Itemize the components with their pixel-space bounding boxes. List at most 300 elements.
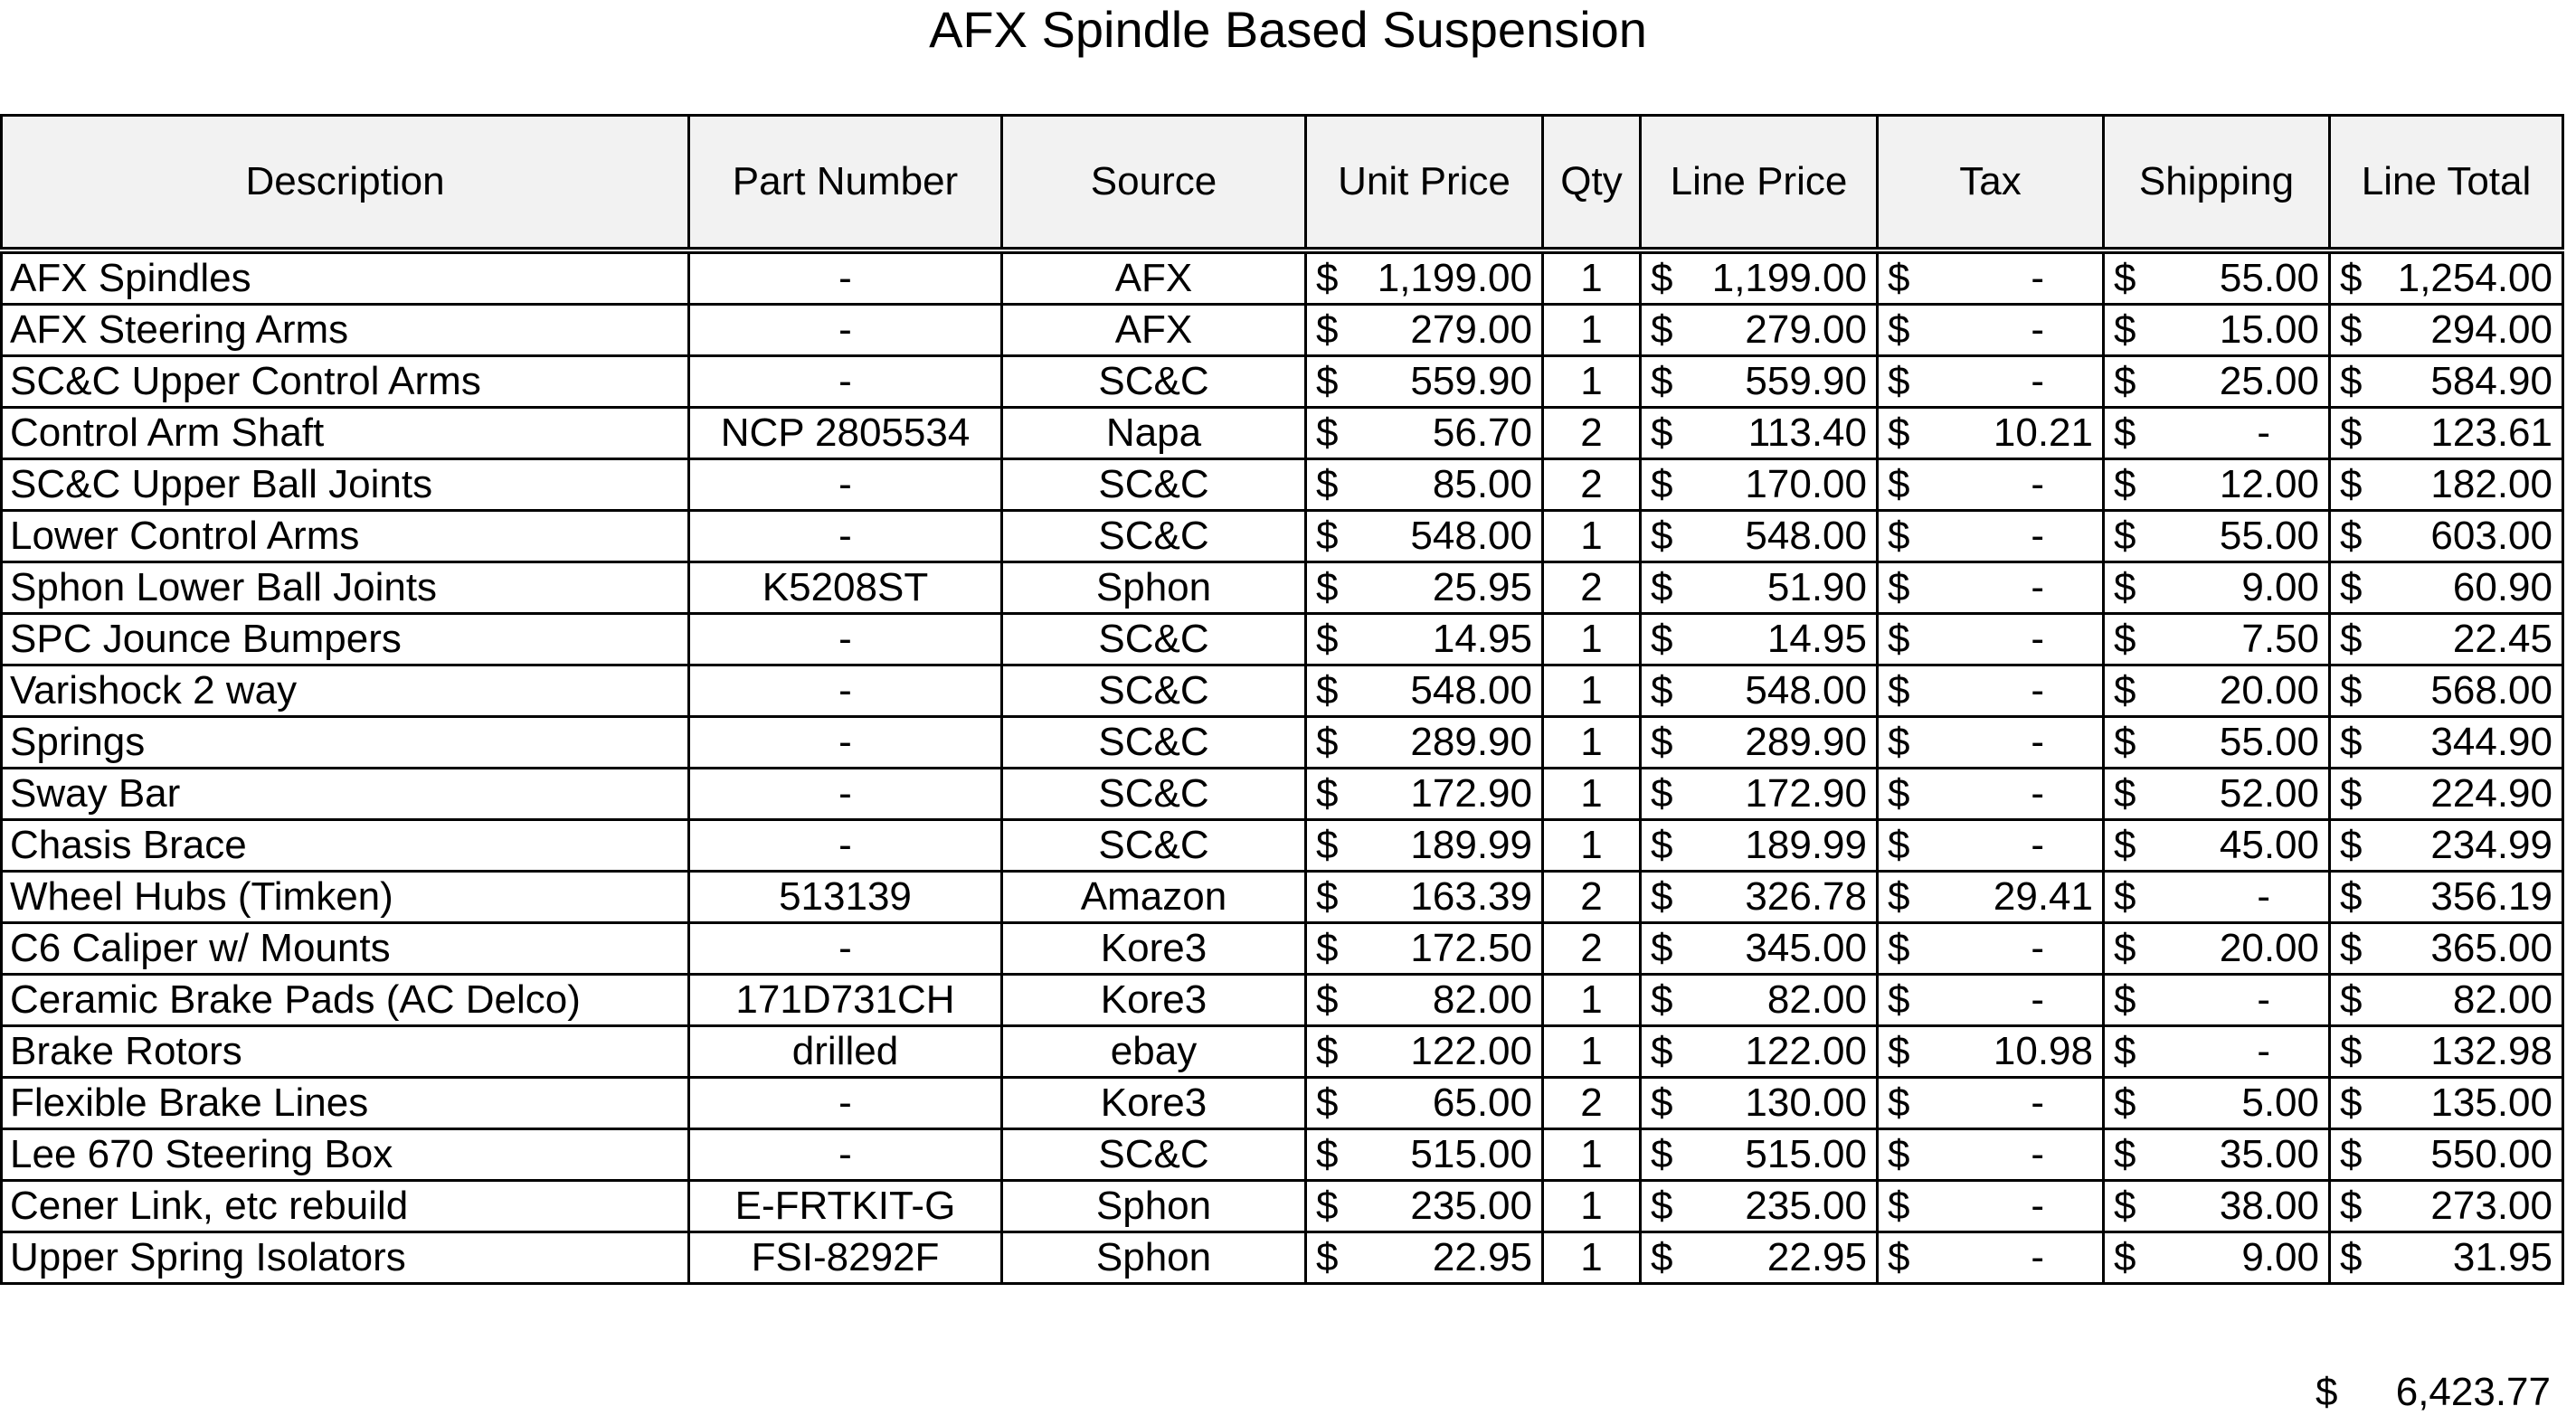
cell-part-number[interactable]: - <box>689 459 1002 511</box>
currency-symbol: $ <box>1651 823 1673 867</box>
cell-tax[interactable] <box>1878 769 2104 820</box>
cell-line-total[interactable] <box>2330 562 2563 614</box>
cell-tax[interactable] <box>1878 1181 2104 1232</box>
cell-description[interactable]: Wheel Hubs (Timken) <box>2 872 689 923</box>
cell-part-number[interactable]: - <box>689 717 1002 769</box>
cell-line-total[interactable] <box>2330 1026 2563 1078</box>
spreadsheet <box>0 114 2564 1285</box>
cell-part-number[interactable]: - <box>689 250 1002 305</box>
cell-unit-price[interactable] <box>1306 305 1543 356</box>
table-row <box>2 923 2563 975</box>
cell-amount: 20.00 <box>2219 668 2319 712</box>
cell-qty[interactable]: 1 <box>1543 820 1641 872</box>
currency-symbol: $ <box>2340 720 2363 764</box>
cell-line-price[interactable] <box>1641 717 1878 769</box>
currency-symbol: $ <box>1316 462 1339 506</box>
cell-part-number[interactable]: - <box>689 923 1002 975</box>
cell-description[interactable]: Brake Rotors <box>2 1026 689 1078</box>
cell-unit-price[interactable] <box>1306 1181 1543 1232</box>
sheet-title: AFX Spindle Based Suspension <box>929 1 1647 58</box>
col-header-line-total[interactable]: Line Total <box>2330 116 2563 251</box>
cell-qty[interactable]: 1 <box>1543 250 1641 305</box>
cell-shipping[interactable] <box>2104 1129 2330 1181</box>
cell-source[interactable]: SC&C <box>1002 820 1306 872</box>
cell-line-price[interactable] <box>1641 562 1878 614</box>
col-header-tax[interactable]: Tax <box>1878 116 2104 251</box>
cell-line-price[interactable] <box>1641 1232 1878 1284</box>
cell-amount: 289.90 <box>1410 720 1532 764</box>
cell-shipping[interactable] <box>2104 511 2330 562</box>
currency-symbol: $ <box>1888 977 1910 1022</box>
table-row <box>2 250 2563 305</box>
cell-source[interactable]: Sphon <box>1002 1232 1306 1284</box>
cell-qty[interactable]: 2 <box>1543 1078 1641 1129</box>
cell-description[interactable]: Chasis Brace <box>2 820 689 872</box>
cell-shipping[interactable] <box>2104 769 2330 820</box>
col-header-unit-price[interactable]: Unit Price <box>1306 116 1543 251</box>
cell-source[interactable]: SC&C <box>1002 1129 1306 1181</box>
grand-total[interactable] <box>2316 1367 2551 1418</box>
cell-line-price[interactable] <box>1641 923 1878 975</box>
cell-description[interactable]: AFX Steering Arms <box>2 305 689 356</box>
cell-amount: 1,199.00 <box>1377 256 1532 300</box>
cell-line-price[interactable] <box>1641 511 1878 562</box>
cell-line-total[interactable] <box>2330 511 2563 562</box>
cell-shipping[interactable] <box>2104 820 2330 872</box>
cell-description[interactable]: Sphon Lower Ball Joints <box>2 562 689 614</box>
cell-amount: 65.00 <box>1432 1081 1532 1125</box>
cell-amount: - <box>2031 926 2044 970</box>
currency-symbol: $ <box>1651 514 1673 558</box>
col-header-shipping[interactable]: Shipping <box>2104 116 2330 251</box>
cell-unit-price[interactable] <box>1306 872 1543 923</box>
cell-line-total[interactable] <box>2330 717 2563 769</box>
cell-qty[interactable]: 2 <box>1543 923 1641 975</box>
table-row <box>2 408 2563 459</box>
cell-line-total[interactable] <box>2330 769 2563 820</box>
currency-symbol: $ <box>1651 411 1673 455</box>
cell-amount: - <box>2031 1081 2044 1125</box>
cell-line-price[interactable] <box>1641 820 1878 872</box>
cell-line-total[interactable] <box>2330 820 2563 872</box>
currency-symbol: $ <box>2114 926 2136 970</box>
cell-part-number[interactable]: - <box>689 305 1002 356</box>
cell-qty[interactable]: 2 <box>1543 459 1641 511</box>
cell-line-total[interactable] <box>2330 1181 2563 1232</box>
cell-shipping[interactable] <box>2104 305 2330 356</box>
cell-part-number[interactable]: - <box>689 1078 1002 1129</box>
cell-tax[interactable] <box>1878 1232 2104 1284</box>
cell-line-total[interactable] <box>2330 614 2563 665</box>
cell-amount: 279.00 <box>1410 307 1532 352</box>
col-header-description[interactable]: Description <box>2 116 689 251</box>
cell-part-number[interactable]: E-FRTKIT-G <box>689 1181 1002 1232</box>
cell-unit-price[interactable] <box>1306 562 1543 614</box>
currency-symbol: $ <box>2114 720 2136 764</box>
cell-line-price[interactable] <box>1641 665 1878 717</box>
currency-symbol: $ <box>2340 823 2363 867</box>
cell-qty[interactable]: 1 <box>1543 975 1641 1026</box>
cell-amount: 548.00 <box>1745 668 1867 712</box>
cell-line-total[interactable] <box>2330 459 2563 511</box>
cell-line-total[interactable] <box>2330 1129 2563 1181</box>
grand-total-value: 6,423.77 <box>2395 1370 2551 1414</box>
cell-amount: - <box>2031 1184 2044 1228</box>
cell-line-price[interactable] <box>1641 872 1878 923</box>
cell-shipping[interactable] <box>2104 975 2330 1026</box>
table-row <box>2 820 2563 872</box>
cell-line-price[interactable] <box>1641 769 1878 820</box>
cell-amount: 548.00 <box>1410 668 1532 712</box>
cell-unit-price[interactable] <box>1306 408 1543 459</box>
currency-symbol: $ <box>2340 1081 2363 1125</box>
currency-symbol: $ <box>1888 256 1910 300</box>
cell-line-total[interactable] <box>2330 356 2563 408</box>
cell-description[interactable]: AFX Spindles <box>2 250 689 305</box>
cell-unit-price[interactable] <box>1306 250 1543 305</box>
cell-shipping[interactable] <box>2104 923 2330 975</box>
cell-line-total[interactable] <box>2330 923 2563 975</box>
cell-description[interactable]: Upper Spring Isolators <box>2 1232 689 1284</box>
cell-amount: 60.90 <box>2452 565 2552 609</box>
cell-description[interactable]: Lower Control Arms <box>2 511 689 562</box>
currency-symbol: $ <box>2340 771 2363 816</box>
cell-tax[interactable] <box>1878 614 2104 665</box>
cell-shipping[interactable] <box>2104 459 2330 511</box>
cell-unit-price[interactable] <box>1306 1232 1543 1284</box>
cell-line-total[interactable] <box>2330 1078 2563 1129</box>
currency-symbol: $ <box>2340 462 2363 506</box>
cell-amount: 29.41 <box>1993 874 2093 919</box>
currency-symbol: $ <box>2114 1029 2136 1073</box>
cell-source[interactable]: SC&C <box>1002 511 1306 562</box>
cell-description[interactable]: Flexible Brake Lines <box>2 1078 689 1129</box>
currency-symbol: $ <box>1888 462 1910 506</box>
cell-qty[interactable]: 1 <box>1543 1129 1641 1181</box>
cell-amount: - <box>2031 1132 2044 1176</box>
cell-line-price[interactable] <box>1641 1026 1878 1078</box>
cell-qty[interactable]: 1 <box>1543 1026 1641 1078</box>
cell-description[interactable]: SPC Jounce Bumpers <box>2 614 689 665</box>
cell-line-total[interactable] <box>2330 1232 2563 1284</box>
cell-tax[interactable] <box>1878 356 2104 408</box>
currency-symbol: $ <box>2340 617 2363 661</box>
currency-symbol: $ <box>1888 359 1910 403</box>
cell-tax[interactable] <box>1878 250 2104 305</box>
table-row <box>2 1078 2563 1129</box>
cell-unit-price[interactable] <box>1306 1026 1543 1078</box>
cell-source[interactable]: Kore3 <box>1002 923 1306 975</box>
cell-line-total[interactable] <box>2330 975 2563 1026</box>
currency-symbol: $ <box>1888 823 1910 867</box>
currency-symbol: $ <box>2114 771 2136 816</box>
cell-description[interactable]: Springs <box>2 717 689 769</box>
cell-unit-price[interactable] <box>1306 356 1543 408</box>
cell-shipping[interactable] <box>2104 665 2330 717</box>
table-row <box>2 1181 2563 1232</box>
cell-line-price[interactable] <box>1641 459 1878 511</box>
col-header-line-price[interactable]: Line Price <box>1641 116 1878 251</box>
cell-line-price[interactable] <box>1641 356 1878 408</box>
cell-tax[interactable] <box>1878 923 2104 975</box>
cell-unit-price[interactable] <box>1306 923 1543 975</box>
cell-qty[interactable]: 1 <box>1543 305 1641 356</box>
cell-source[interactable]: Napa <box>1002 408 1306 459</box>
currency-symbol: $ <box>1888 771 1910 816</box>
cell-amount: 289.90 <box>1745 720 1867 764</box>
cell-line-price[interactable] <box>1641 1181 1878 1232</box>
cell-amount: 548.00 <box>1745 514 1867 558</box>
cell-source[interactable]: Kore3 <box>1002 1078 1306 1129</box>
cell-description[interactable]: SC&C Upper Ball Joints <box>2 459 689 511</box>
cell-source[interactable]: SC&C <box>1002 717 1306 769</box>
cell-amount: 172.90 <box>1410 771 1532 816</box>
table-row <box>2 1129 2563 1181</box>
cell-tax[interactable] <box>1878 1026 2104 1078</box>
cell-line-total[interactable] <box>2330 665 2563 717</box>
cell-source[interactable]: ebay <box>1002 1026 1306 1078</box>
cell-part-number[interactable]: - <box>689 820 1002 872</box>
currency-symbol: $ <box>1888 1081 1910 1125</box>
cell-tax[interactable] <box>1878 717 2104 769</box>
cell-unit-price[interactable] <box>1306 459 1543 511</box>
currency-symbol: $ <box>2114 1235 2136 1279</box>
cell-description[interactable]: Control Arm Shaft <box>2 408 689 459</box>
currency-symbol: $ <box>1316 307 1339 352</box>
cell-amount: 7.50 <box>2241 617 2319 661</box>
cell-source[interactable]: SC&C <box>1002 356 1306 408</box>
cell-unit-price[interactable] <box>1306 717 1543 769</box>
cell-source[interactable]: Kore3 <box>1002 975 1306 1026</box>
cell-shipping[interactable] <box>2104 1232 2330 1284</box>
cell-amount: 52.00 <box>2219 771 2319 816</box>
cell-qty[interactable]: 1 <box>1543 614 1641 665</box>
currency-symbol: $ <box>1316 977 1339 1022</box>
cell-amount: 5.00 <box>2241 1081 2319 1125</box>
cell-line-price[interactable] <box>1641 614 1878 665</box>
cell-line-price[interactable] <box>1641 250 1878 305</box>
cell-unit-price[interactable] <box>1306 511 1543 562</box>
cell-part-number[interactable]: drilled <box>689 1026 1002 1078</box>
cell-amount: - <box>2031 359 2044 403</box>
cell-amount: 122.00 <box>1410 1029 1532 1073</box>
currency-symbol: $ <box>1888 565 1910 609</box>
cell-tax[interactable] <box>1878 820 2104 872</box>
cell-unit-price[interactable] <box>1306 665 1543 717</box>
cell-amount: 234.99 <box>2430 823 2552 867</box>
cell-tax[interactable] <box>1878 665 2104 717</box>
cell-line-price[interactable] <box>1641 975 1878 1026</box>
cell-qty[interactable]: 1 <box>1543 665 1641 717</box>
cell-description[interactable]: Sway Bar <box>2 769 689 820</box>
cell-amount: 10.21 <box>1993 411 2093 455</box>
cell-line-total[interactable] <box>2330 408 2563 459</box>
currency-symbol: $ <box>1316 1235 1339 1279</box>
cell-source[interactable]: Sphon <box>1002 1181 1306 1232</box>
cell-shipping[interactable] <box>2104 717 2330 769</box>
cell-tax[interactable] <box>1878 511 2104 562</box>
cell-part-number[interactable]: K5208ST <box>689 562 1002 614</box>
cell-tax[interactable] <box>1878 975 2104 1026</box>
cell-qty[interactable]: 2 <box>1543 562 1641 614</box>
cell-qty[interactable]: 1 <box>1543 356 1641 408</box>
cell-amount: 294.00 <box>2430 307 2552 352</box>
cell-line-total[interactable] <box>2330 305 2563 356</box>
cell-amount: 345.00 <box>1745 926 1867 970</box>
cell-description[interactable]: SC&C Upper Control Arms <box>2 356 689 408</box>
cell-amount: 189.99 <box>1410 823 1532 867</box>
cell-description[interactable]: Varishock 2 way <box>2 665 689 717</box>
cell-amount: 584.90 <box>2430 359 2552 403</box>
cell-tax[interactable] <box>1878 1078 2104 1129</box>
cell-source[interactable]: AFX <box>1002 305 1306 356</box>
cell-source[interactable]: SC&C <box>1002 614 1306 665</box>
currency-symbol: $ <box>1888 617 1910 661</box>
table-row <box>2 769 2563 820</box>
currency-symbol: $ <box>2114 307 2136 352</box>
cell-shipping[interactable] <box>2104 562 2330 614</box>
cell-line-price[interactable] <box>1641 305 1878 356</box>
cell-amount: 550.00 <box>2430 1132 2552 1176</box>
cell-part-number[interactable]: - <box>689 769 1002 820</box>
col-header-part-number[interactable]: Part Number <box>689 116 1002 251</box>
table-row <box>2 511 2563 562</box>
cell-amount: 235.00 <box>1410 1184 1532 1228</box>
cell-unit-price[interactable] <box>1306 1129 1543 1181</box>
cell-source[interactable]: AFX <box>1002 250 1306 305</box>
cell-part-number[interactable]: - <box>689 511 1002 562</box>
currency-symbol: $ <box>1888 307 1910 352</box>
cell-shipping[interactable] <box>2104 250 2330 305</box>
cell-qty[interactable]: 2 <box>1543 408 1641 459</box>
cell-qty[interactable]: 1 <box>1543 769 1641 820</box>
table-row <box>2 356 2563 408</box>
cell-part-number[interactable]: NCP 2805534 <box>689 408 1002 459</box>
currency-symbol: $ <box>1651 359 1673 403</box>
cell-description[interactable]: Ceramic Brake Pads (AC Delco) <box>2 975 689 1026</box>
cell-description[interactable]: Cener Link, etc rebuild <box>2 1181 689 1232</box>
currency-symbol: $ <box>2340 874 2363 919</box>
cell-amount: 559.90 <box>1410 359 1532 403</box>
cell-amount: 172.90 <box>1745 771 1867 816</box>
cell-part-number[interactable]: - <box>689 614 1002 665</box>
cell-part-number[interactable]: 171D731CH <box>689 975 1002 1026</box>
currency-symbol: $ <box>2114 411 2136 455</box>
currency-symbol: $ <box>1316 359 1339 403</box>
cell-tax[interactable] <box>1878 408 2104 459</box>
cell-line-price[interactable] <box>1641 408 1878 459</box>
cell-description[interactable]: Lee 670 Steering Box <box>2 1129 689 1181</box>
cell-amount: 22.45 <box>2452 617 2552 661</box>
cell-amount: 35.00 <box>2219 1132 2319 1176</box>
cell-amount: 38.00 <box>2219 1184 2319 1228</box>
cell-unit-price[interactable] <box>1306 1078 1543 1129</box>
cell-shipping[interactable] <box>2104 1078 2330 1129</box>
currency-symbol: $ <box>1316 874 1339 919</box>
cell-part-number[interactable]: FSI-8292F <box>689 1232 1002 1284</box>
cell-shipping[interactable] <box>2104 1181 2330 1232</box>
col-header-qty[interactable]: Qty <box>1543 116 1641 251</box>
cell-line-total[interactable] <box>2330 250 2563 305</box>
cell-tax[interactable] <box>1878 1129 2104 1181</box>
cell-qty[interactable]: 1 <box>1543 1232 1641 1284</box>
currency-symbol: $ <box>1888 720 1910 764</box>
currency-symbol: $ <box>2340 977 2363 1022</box>
cell-source[interactable]: Sphon <box>1002 562 1306 614</box>
currency-symbol: $ <box>2114 565 2136 609</box>
col-header-source[interactable]: Source <box>1002 116 1306 251</box>
cell-amount: 12.00 <box>2219 462 2319 506</box>
currency-symbol: $ <box>1316 411 1339 455</box>
cell-tax[interactable] <box>1878 872 2104 923</box>
cell-amount: 55.00 <box>2219 256 2319 300</box>
cell-part-number[interactable]: - <box>689 1129 1002 1181</box>
cell-part-number[interactable]: - <box>689 665 1002 717</box>
cell-amount: 182.00 <box>2430 462 2552 506</box>
cell-amount: 10.98 <box>1993 1029 2093 1073</box>
cell-part-number[interactable]: - <box>689 356 1002 408</box>
cell-source[interactable]: SC&C <box>1002 769 1306 820</box>
currency-symbol: $ <box>1888 411 1910 455</box>
cell-shipping[interactable] <box>2104 356 2330 408</box>
cell-tax[interactable] <box>1878 562 2104 614</box>
cell-amount: 82.00 <box>1432 977 1532 1022</box>
cell-line-total[interactable] <box>2330 872 2563 923</box>
currency-symbol: $ <box>1316 565 1339 609</box>
currency-symbol: $ <box>1316 720 1339 764</box>
table-row <box>2 1026 2563 1078</box>
currency-symbol: $ <box>1651 874 1673 919</box>
cell-shipping[interactable] <box>2104 1026 2330 1078</box>
cell-unit-price[interactable] <box>1306 975 1543 1026</box>
currency-symbol: $ <box>2114 668 2136 712</box>
cell-unit-price[interactable] <box>1306 614 1543 665</box>
cell-amount: 9.00 <box>2241 1235 2319 1279</box>
currency-symbol: $ <box>2340 359 2363 403</box>
cell-part-number[interactable]: 513139 <box>689 872 1002 923</box>
currency-symbol: $ <box>2114 256 2136 300</box>
cell-shipping[interactable] <box>2104 614 2330 665</box>
cell-shipping[interactable] <box>2104 872 2330 923</box>
cell-qty[interactable]: 2 <box>1543 872 1641 923</box>
cell-amount: 130.00 <box>1745 1081 1867 1125</box>
currency-symbol: $ <box>1316 256 1339 300</box>
cell-amount: 172.50 <box>1410 926 1532 970</box>
cell-shipping[interactable] <box>2104 408 2330 459</box>
cell-amount: 132.98 <box>2430 1029 2552 1073</box>
currency-symbol: $ <box>2114 359 2136 403</box>
cell-tax[interactable] <box>1878 305 2104 356</box>
cell-qty[interactable]: 1 <box>1543 511 1641 562</box>
parts-table <box>0 114 2564 1285</box>
cell-unit-price[interactable] <box>1306 769 1543 820</box>
cell-line-price[interactable] <box>1641 1129 1878 1181</box>
currency-symbol: $ <box>1651 1235 1673 1279</box>
currency-symbol: $ <box>1651 668 1673 712</box>
cell-line-price[interactable] <box>1641 1078 1878 1129</box>
cell-unit-price[interactable] <box>1306 820 1543 872</box>
cell-source[interactable]: SC&C <box>1002 459 1306 511</box>
cell-description[interactable]: C6 Caliper w/ Mounts <box>2 923 689 975</box>
currency-symbol: $ <box>1316 926 1339 970</box>
cell-source[interactable]: SC&C <box>1002 665 1306 717</box>
cell-source[interactable]: Amazon <box>1002 872 1306 923</box>
cell-qty[interactable]: 1 <box>1543 717 1641 769</box>
cell-tax[interactable] <box>1878 459 2104 511</box>
cell-amount: 122.00 <box>1745 1029 1867 1073</box>
cell-qty[interactable]: 1 <box>1543 1181 1641 1232</box>
cell-amount: - <box>2031 307 2044 352</box>
